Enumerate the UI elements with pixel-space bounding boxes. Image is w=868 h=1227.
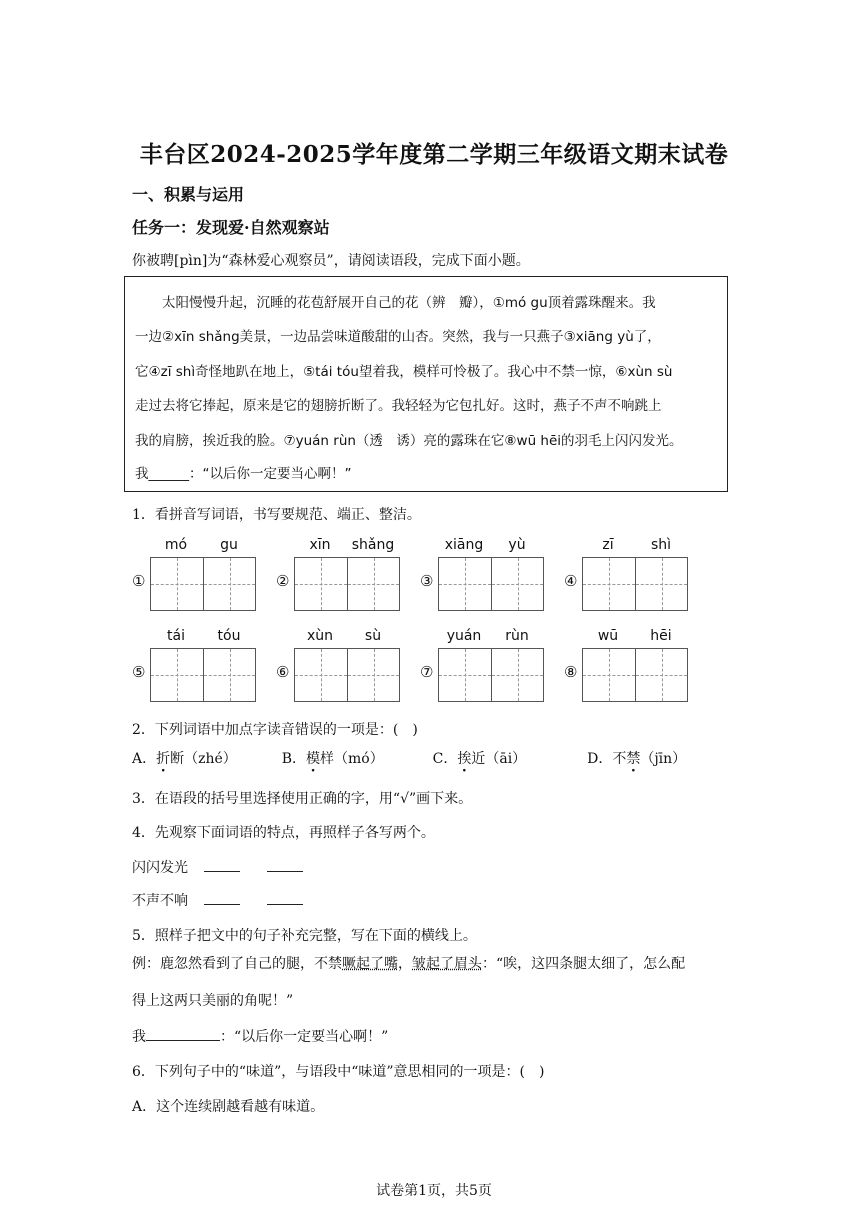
- pinyin-label: yù: [508, 537, 526, 553]
- section-heading: 一、积累与运用: [132, 185, 245, 204]
- question-4-row-a: 闪闪发光: [132, 857, 303, 877]
- writing-cell[interactable]: [203, 649, 255, 701]
- pinyin-label: zī: [602, 537, 614, 553]
- pinyin-label: wū: [597, 628, 619, 644]
- writing-cell[interactable]: [295, 649, 347, 701]
- pinyin-label: xīn: [309, 537, 331, 553]
- writing-box: [438, 557, 544, 611]
- passage-line: 走过去将它捧起，原来是它的翅膀折断了。我轻轻为它包扎好。这时，燕子不声不响跳上: [135, 398, 662, 414]
- writing-box: [150, 557, 256, 611]
- writing-box: [294, 648, 400, 702]
- pinyin-label: gu: [220, 537, 238, 553]
- writing-box: [582, 648, 688, 702]
- item-number: ⑦: [420, 663, 434, 681]
- writing-cell[interactable]: [151, 558, 203, 610]
- passage-line: 一边②xīn shǎng美景，一边品尝味道酸甜的山杏。突然，我与一只燕子③xiāng yù了，: [135, 329, 661, 345]
- writing-box: [438, 648, 544, 702]
- writing-cell[interactable]: [347, 649, 399, 701]
- item-number: ①: [132, 572, 146, 590]
- writing-cell[interactable]: [583, 558, 635, 610]
- passage-line: 我的肩膀，挨近我的脸。⑦yuán rùn（透 诱）亮的露珠在它⑧wū hēi的羽毛上闪闪发光。: [135, 433, 683, 449]
- reading-passage: [124, 276, 728, 492]
- writing-cell[interactable]: [635, 649, 687, 701]
- pinyin-label: yuán: [446, 628, 482, 644]
- item-number: ④: [564, 572, 578, 590]
- question-6: 6．下列句子中的“味道”，与语段中“味道”意思相同的一项是：( ): [132, 1064, 545, 1080]
- writing-cell[interactable]: [583, 649, 635, 701]
- question-3: 3．在语段的括号里选择使用正确的字，用“√”画下来。: [132, 791, 473, 807]
- option-c[interactable]: C．挨近（āi）: [432, 751, 527, 767]
- passage-line: 它④zī shì奇怪地趴在地上，⑤tái tóu望着我，模样可怜极了。我心中不禁一惊，⑥xùn sù: [135, 364, 673, 380]
- option-b[interactable]: B．模样（mó）: [281, 751, 384, 767]
- answer-blank[interactable]: [146, 1040, 220, 1041]
- task-heading: 任务一：发现爱·自然观察站: [132, 218, 330, 237]
- question-2: 2．下列词语中加点字读音错误的一项是：( ): [132, 722, 418, 738]
- writing-cell[interactable]: [491, 649, 543, 701]
- question-2-options: [132, 748, 686, 768]
- pinyin-label: sù: [364, 628, 382, 644]
- writing-cell[interactable]: [491, 558, 543, 610]
- item-number: ②: [276, 572, 290, 590]
- pinyin-label: xùn: [306, 628, 334, 644]
- writing-box: [150, 648, 256, 702]
- writing-cell[interactable]: [635, 558, 687, 610]
- writing-box: [582, 557, 688, 611]
- item-number: ⑥: [276, 663, 290, 681]
- writing-cell[interactable]: [295, 558, 347, 610]
- pinyin-label: tái: [167, 628, 185, 644]
- writing-cell[interactable]: [439, 649, 491, 701]
- writing-box: [294, 557, 400, 611]
- pinyin-label: mó: [164, 537, 188, 553]
- passage-line: 我______：“以后你一定要当心啊！”: [135, 466, 352, 482]
- question-5-example-cont: 得上这两只美丽的角呢！”: [132, 993, 294, 1009]
- answer-blank[interactable]: [267, 904, 303, 905]
- question-5-answer: 我 ：“以后你一定要当心啊！”: [132, 1029, 389, 1045]
- answer-blank[interactable]: [204, 871, 240, 872]
- pinyin-label: shǎng: [351, 537, 395, 553]
- pinyin-label: shì: [650, 537, 672, 553]
- item-number: ⑤: [132, 663, 146, 681]
- item-number: ③: [420, 572, 434, 590]
- item-number: ⑧: [564, 663, 578, 681]
- writing-cell[interactable]: [203, 558, 255, 610]
- writing-cell[interactable]: [347, 558, 399, 610]
- page-title: 丰台区2024-2025学年度第二学期三年级语文期末试卷: [139, 141, 729, 168]
- writing-cell[interactable]: [439, 558, 491, 610]
- question-5: 5．照样子把文中的句子补充完整，写在下面的横线上。: [132, 928, 477, 944]
- question-1: 1．看拼音写词语，书写要规范、端正、整洁。: [132, 507, 421, 523]
- pinyin-label: xiāng: [444, 537, 484, 553]
- pinyin-label: tóu: [217, 628, 241, 644]
- option-a[interactable]: A．折断（zhé）: [132, 751, 237, 767]
- passage-line: 太阳慢慢升起，沉睡的花苞舒展开自己的花（辨 瓣），①mó gu顶着露珠醒来。我: [135, 295, 656, 311]
- question-6-option-a[interactable]: A．这个连续剧越看越有味道。: [132, 1099, 325, 1115]
- question-4: 4．先观察下面词语的特点，再照样子各写两个。: [132, 825, 435, 841]
- writing-cell[interactable]: [151, 649, 203, 701]
- answer-blank[interactable]: [204, 904, 240, 905]
- answer-blank[interactable]: [267, 871, 303, 872]
- pinyin-label: rùn: [505, 628, 529, 644]
- intro-text: 你被聘[pìn]为“森林爱心观察员”，请阅读语段，完成下面小题。: [132, 253, 530, 269]
- question-5-example: 例：鹿忽然看到了自己的腿，不禁噘起了嘴，皱起了眉头：“唉，这四条腿太细了，怎么配: [132, 956, 686, 972]
- question-4-row-b: 不声不响: [132, 890, 303, 910]
- option-d[interactable]: D．不禁（jīn）: [587, 751, 687, 767]
- page-footer: 试卷第1页，共5页: [376, 1183, 492, 1199]
- pinyin-label: hēi: [650, 628, 672, 644]
